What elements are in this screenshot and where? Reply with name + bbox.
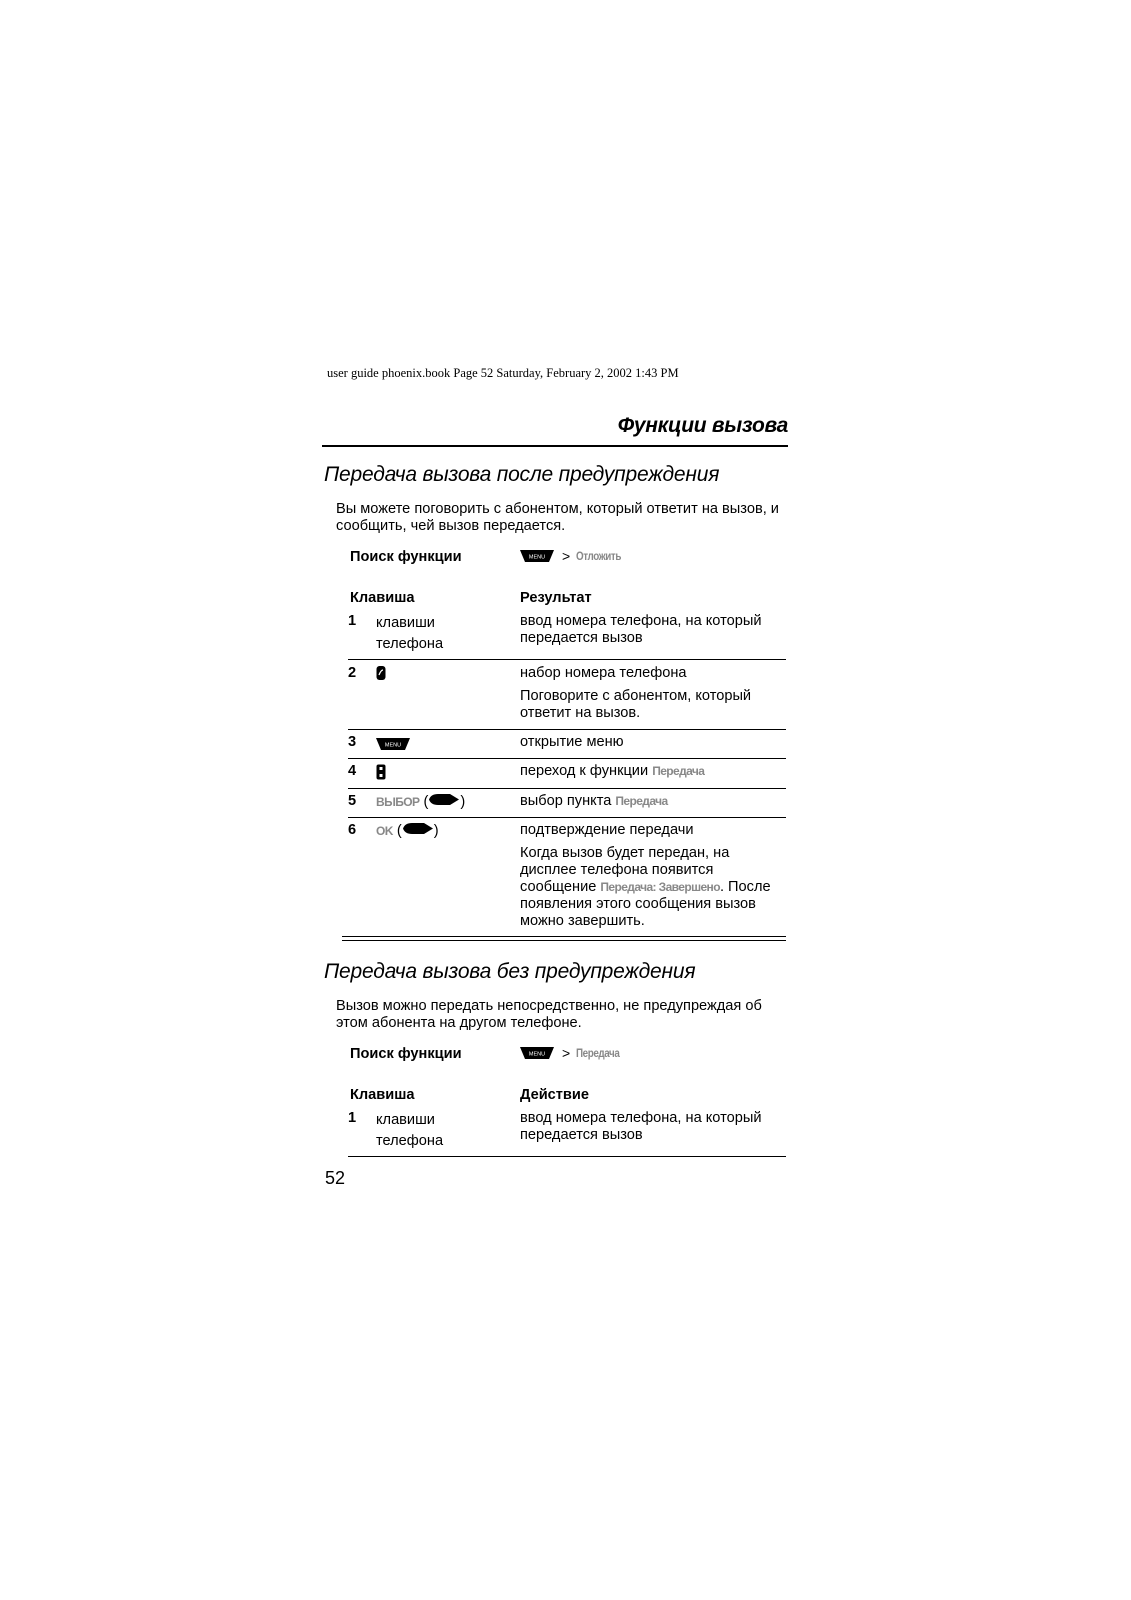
- softkey-arrow-icon: [428, 793, 460, 811]
- table-row: [348, 822, 786, 932]
- display-text: Передача: [615, 794, 668, 808]
- section2-find-path-item: Передача: [576, 1046, 620, 1060]
- table-end-double-rule: [342, 936, 786, 941]
- row-divider: [348, 1156, 786, 1157]
- menu-key-icon: [520, 1047, 554, 1059]
- step-result: ввод номера телефона, на который передается вызов: [520, 613, 762, 646]
- section2-heading: Передача вызова без предупреждения: [324, 960, 696, 983]
- step-number: 5: [348, 793, 357, 809]
- softkey-label: OK: [376, 823, 393, 838]
- section1-find-label: Поиск функции: [350, 549, 462, 565]
- note-text: . После появления этого сообщения вызов можно завершить.: [520, 879, 771, 929]
- step-result: открытие меню: [520, 734, 624, 750]
- step-result-text: набор номера телефона: [520, 665, 687, 681]
- row-divider: [348, 758, 786, 759]
- table-row: [348, 1110, 786, 1150]
- section2-col-action: Действие: [520, 1087, 589, 1103]
- table-row: [348, 613, 786, 653]
- send-key-icon: [376, 665, 386, 688]
- section1-col-key: Клавиша: [350, 590, 415, 606]
- step-result: [520, 763, 788, 780]
- step-number: 3: [348, 734, 357, 750]
- softkey-label: ВЫБОР: [376, 794, 420, 809]
- step-result: [520, 822, 788, 930]
- svg-text:MENU: MENU: [528, 1051, 546, 1058]
- table-row: [348, 793, 786, 813]
- section2-intro: Вызов можно передать непосредственно, не предупреждая об этом абонента на другом телефоне.: [336, 998, 762, 1031]
- section1-intro: Вы можете поговорить с абонентом, который ответит на вызов, и сообщить, чей вызов передается.: [336, 501, 779, 534]
- step-key: ВЫБОР ( ): [376, 793, 466, 810]
- display-text: Передача: [652, 764, 705, 778]
- step-result-note: [520, 845, 788, 930]
- table-row: [348, 763, 786, 783]
- step-result: [520, 793, 788, 810]
- path-separator: >: [562, 1045, 571, 1061]
- section1-find-path: [520, 548, 631, 564]
- row-divider: [348, 729, 786, 730]
- step-number: 1: [348, 1110, 357, 1126]
- table-row: [348, 734, 786, 754]
- section1-col-result: Результат: [520, 590, 592, 606]
- path-separator: >: [562, 548, 571, 564]
- step-number: 6: [348, 822, 357, 838]
- step-result-text: переход к функции: [520, 763, 649, 779]
- svg-text:MENU: MENU: [384, 742, 402, 749]
- svg-text:MENU: MENU: [528, 554, 546, 561]
- section-title-rule: [322, 445, 788, 447]
- section-title: Функции вызова: [617, 414, 788, 437]
- row-divider: [348, 817, 786, 818]
- section2-find-path: [520, 1045, 629, 1061]
- row-divider: [348, 659, 786, 660]
- step-key: клавиши телефона: [376, 1112, 444, 1149]
- section1-find-path-item: Отложить: [576, 549, 622, 563]
- step-number: 1: [348, 613, 357, 629]
- step-number: 4: [348, 763, 357, 779]
- step-number: 2: [348, 665, 357, 681]
- step-key: OK ( ): [376, 822, 439, 839]
- display-text: Передача: Завершено: [600, 880, 720, 894]
- step-result-text: выбор пункта: [520, 793, 612, 809]
- section2-col-key: Клавиша: [350, 1087, 415, 1103]
- step-result-note: Поговорите с абонентом, который ответит на вызов.: [520, 688, 752, 721]
- section2-find-label: Поиск функции: [350, 1046, 462, 1062]
- step-result: [520, 665, 788, 722]
- nav-key-icon: [376, 764, 386, 787]
- softkey-arrow-icon: [402, 822, 434, 840]
- step-result-text: подтверждение передачи: [520, 822, 694, 838]
- page-number: 52: [325, 1168, 346, 1188]
- menu-key-icon: [376, 736, 410, 757]
- table-row: [348, 665, 786, 721]
- note-text: Когда вызов будет передан, на дисплее телефона появится сообщение: [520, 845, 730, 895]
- document-meta-header: user guide phoenix.book Page 52 Saturday, February 2, 2002 1:43 PM: [327, 366, 679, 380]
- menu-key-icon: [520, 550, 554, 562]
- step-result: ввод номера телефона, на который передается вызов: [520, 1110, 762, 1143]
- section1-heading: Передача вызова после предупреждения: [324, 463, 720, 486]
- row-divider: [348, 788, 786, 789]
- step-key: клавиши телефона: [376, 615, 444, 652]
